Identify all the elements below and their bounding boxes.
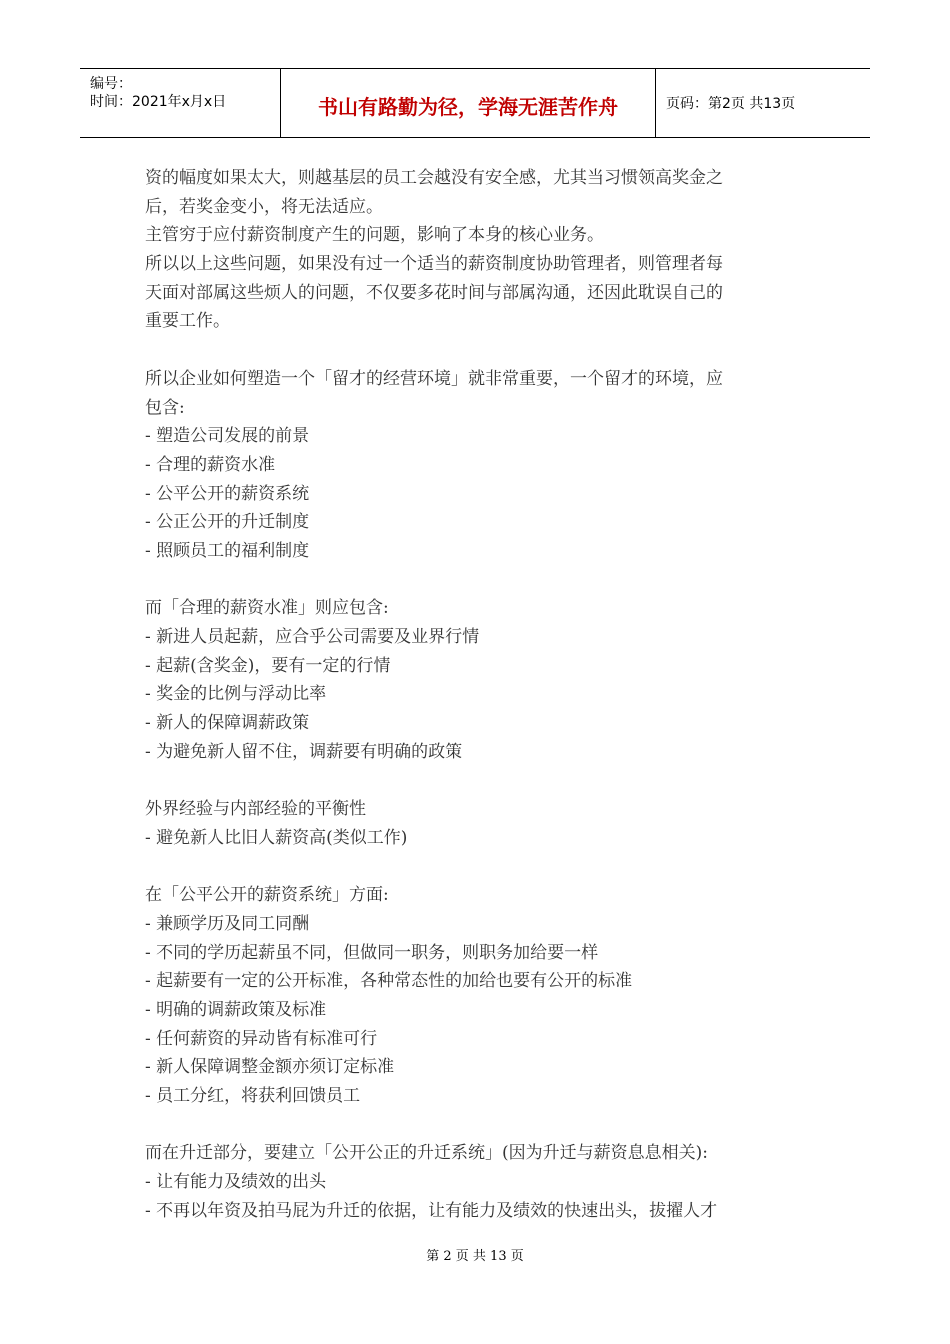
paragraph-line: 包含: [145, 397, 185, 418]
blank-line [145, 1111, 810, 1140]
list-item: - 起薪(含奖金)，要有一定的行情 [145, 655, 391, 676]
paragraph-line: 重要工作。 [145, 311, 230, 332]
document-number-label: 编号： [90, 76, 132, 92]
list-item: - 塑造公司发展的前景 [145, 426, 310, 447]
paragraph-line: 外界经验与内部经验的平衡性 [145, 799, 366, 820]
header-motto-cell [281, 69, 656, 137]
list-item: - 为避免新人留不住，调薪要有明确的政策 [145, 741, 463, 762]
document-header [80, 68, 870, 138]
paragraph-line: 在「公平公开的薪资系统」方面: [145, 885, 389, 906]
paragraph-line: 资的幅度如果太大，则越基层的员工会越没有安全感，尤其当习惯领高奖金之 [145, 168, 723, 188]
paragraph-line: 后，若奖金变小，将无法适应。 [145, 196, 383, 217]
blank-line [145, 336, 810, 365]
list-item: - 任何薪资的异动皆有标准可行 [145, 1028, 378, 1049]
header-motto: 书山有路勤为径，学海无涯苦作舟 [318, 95, 618, 119]
header-meta-cell [80, 69, 281, 137]
paragraph-line: 主管穷于应付薪资制度产生的问题，影响了本身的核心业务。 [145, 225, 604, 246]
list-item: - 明确的调薪政策及标准 [145, 999, 327, 1020]
header-page-cell [656, 69, 870, 137]
paragraph-line: 所以企业如何塑造一个「留才的经营环境」就非常重要，一个留才的环境，应 [145, 368, 723, 389]
list-item: - 新人保障调整金额亦须订定标准 [145, 1057, 395, 1078]
list-item: - 不同的学历起薪虽不同，但做同一职务，则职务加给要一样 [145, 942, 599, 963]
list-item: - 奖金的比例与浮动比率 [145, 684, 327, 705]
list-item: - 照顾员工的福利制度 [145, 540, 310, 561]
paragraph-line: 天面对部属这些烦人的问题，不仅要多花时间与部属沟通，还因此耽误自己的 [145, 282, 723, 303]
document-body [145, 164, 810, 1225]
list-item: - 兼顾学历及同工同酬 [145, 913, 310, 934]
list-item: - 新进人员起薪，应合乎公司需要及业界行情 [145, 627, 480, 647]
paragraph-line: 所以以上这些问题，如果没有过一个适当的薪资制度协助管理者，则管理者每 [145, 254, 723, 275]
list-item: - 起薪要有一定的公开标准，各种常态性的加给也要有公开的标准 [145, 971, 633, 992]
list-item: - 让有能力及绩效的出头 [145, 1172, 327, 1193]
list-item: - 新人的保障调薪政策 [145, 713, 310, 734]
list-item: - 不再以年资及拍马屁为升迁的依据，让有能力及绩效的快速出头，拔擢人才 [145, 1200, 718, 1221]
list-item: - 公平公开的薪资系统 [145, 483, 310, 504]
blank-line [145, 566, 810, 595]
list-item: - 公正公开的升迁制度 [145, 512, 310, 533]
document-date: 时间：2021年x月x日 [90, 94, 227, 110]
header-page-info: 页码：第2页 共13页 [666, 96, 796, 112]
blank-line [145, 853, 810, 882]
page-footer: 第 2 页 共 13 页 [426, 1249, 524, 1264]
paragraph-line: 而「合理的薪资水准」则应包含: [145, 598, 389, 619]
list-item: - 合理的薪资水准 [145, 454, 276, 475]
paragraph-line: 而在升迁部分，要建立「公开公正的升迁系统」(因为升迁与薪资息息相关): [145, 1143, 708, 1164]
list-item: - 避免新人比旧人薪资高(类似工作) [145, 827, 408, 848]
list-item: - 员工分红，将获利回馈员工 [145, 1086, 361, 1106]
blank-line [145, 766, 810, 795]
